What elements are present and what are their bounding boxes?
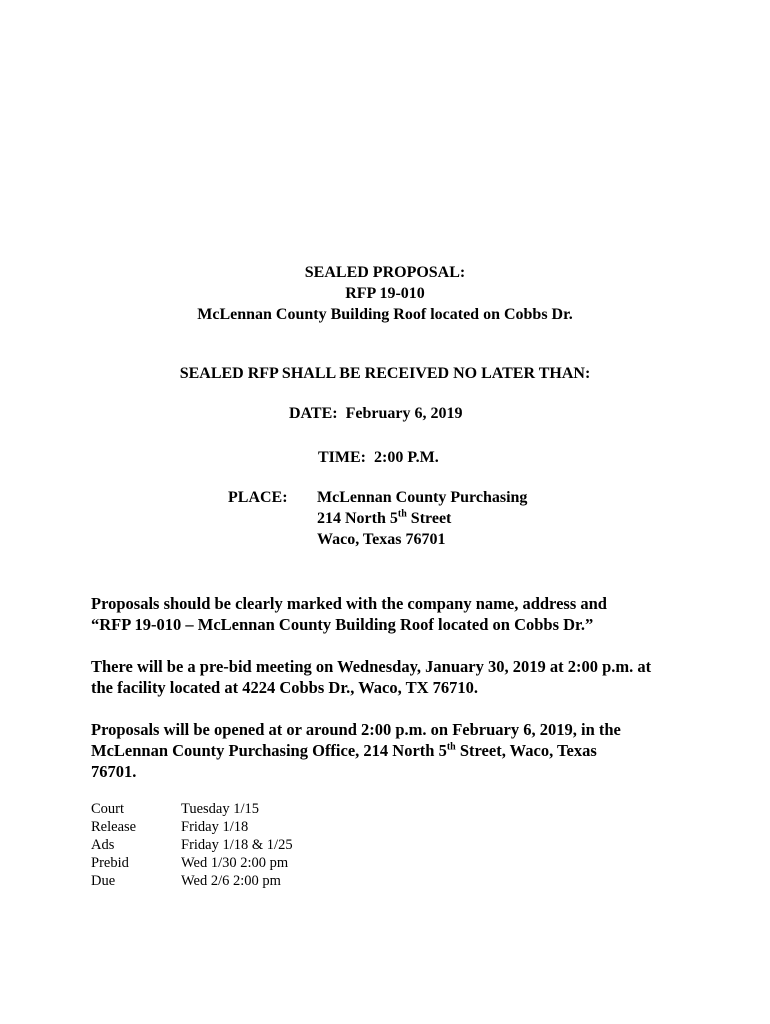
schedule-label: Ads — [91, 837, 115, 853]
place-line-1: McLennan County Purchasing — [317, 489, 528, 506]
schedule-label: Due — [91, 873, 116, 889]
schedule-label: Release — [91, 819, 137, 835]
schedule-row — [91, 836, 293, 854]
header-title: SEALED PROPOSAL: — [304, 264, 466, 281]
ordinal-suffix: th — [446, 741, 456, 753]
rfp-number: RFP 19-010 — [345, 285, 425, 302]
place-line-2: 214 North 5th Street — [317, 508, 452, 527]
marking-instructions: Proposals should be clearly marked with the company name, address and “RFP 19-010 – McLennan County Building Roof located on Cobbs Dr.” — [91, 594, 607, 634]
opening-notice: Proposals will be opened at or around 2:00 p.m. on February 6, 2019, in the McLennan County Purchasing Office, 214 North 5th Street, Waco, Texas 76701. — [91, 720, 621, 781]
prebid-meeting-notice: There will be a pre-bid meeting on Wednesday, January 30, 2019 at 2:00 p.m. at the facility located at 4224 Cobbs Dr., Waco, TX 76710. — [91, 657, 652, 697]
schedule-value: Wed 2/6 2:00 pm — [181, 873, 281, 889]
date-line — [289, 404, 462, 424]
date-value: February 6, 2019 — [345, 405, 463, 422]
schedule-value: Tuesday 1/15 — [181, 801, 260, 817]
place-line-3: Waco, Texas 76701 — [317, 531, 446, 548]
deadline-heading: SEALED RFP SHALL BE RECEIVED NO LATER THAN: — [179, 365, 591, 382]
schedule-value: Friday 1/18 — [181, 819, 249, 835]
schedule-row — [91, 818, 293, 836]
schedule-value: Friday 1/18 & 1/25 — [181, 837, 293, 853]
schedule-row — [91, 872, 293, 890]
place-label: PLACE: — [228, 489, 288, 506]
time-label: TIME: — [318, 449, 366, 466]
schedule-label: Court — [91, 801, 125, 817]
schedule-label: Prebid — [91, 855, 129, 871]
schedule-table — [91, 800, 293, 890]
project-title: McLennan County Building Roof located on Cobbs Dr. — [197, 306, 573, 323]
date-label: DATE: — [289, 405, 338, 422]
schedule-row — [91, 800, 293, 818]
schedule-value: Wed 1/30 2:00 pm — [181, 855, 289, 871]
time-line — [318, 448, 439, 468]
time-value: 2:00 P.M. — [374, 449, 439, 466]
ordinal-suffix: th — [397, 508, 407, 520]
schedule-row — [91, 854, 293, 872]
